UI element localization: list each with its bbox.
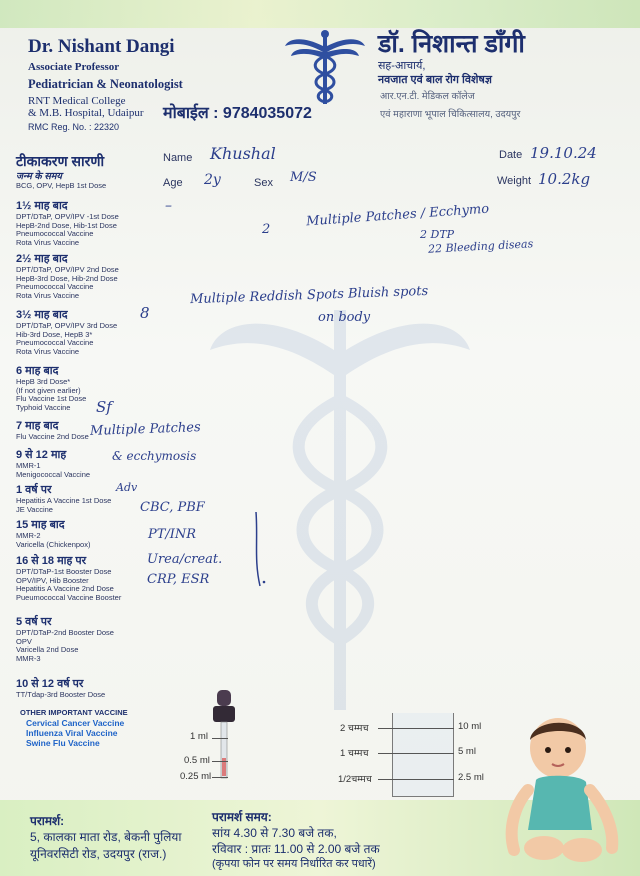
schedule-group [16, 307, 117, 356]
vaccine-item: Flu Vaccine 1st Dose [16, 394, 87, 404]
vaccine-item: TT/Tdap-3rd Booster Dose [16, 690, 106, 699]
doctor-title: Associate Professor [28, 61, 120, 73]
ml-mark: 5 ml [458, 746, 476, 757]
note-mark: 8 [140, 304, 150, 322]
vaccine-item: Typhoid Vaccine [16, 402, 71, 412]
note-line5: Multiple Patches [89, 420, 201, 439]
schedule-group-heading: 15 माह बाद [16, 519, 65, 531]
timing-line3: (कृपया फोन पर समय निर्धारित कर पधारें) [212, 858, 376, 870]
vaccine-item: OPV [16, 636, 32, 646]
dropper-mark: 0.5 ml [184, 755, 210, 766]
doctor-speciality: Pediatrician & Neonatologist [28, 77, 183, 91]
cup-level-line [378, 728, 454, 729]
note-dash: – [165, 198, 172, 214]
vaccine-item: DPT/DTaP, OPV/IPV -1st Dose [16, 212, 119, 221]
note-line4: on body [318, 310, 371, 325]
patient-name-value: Khushal [210, 144, 276, 163]
dropper-tick [212, 777, 228, 778]
vaccine-item: OPV/IPV, Hib Booster [16, 575, 89, 585]
ml-mark: 10 ml [458, 721, 482, 732]
other-vaccines-heading: OTHER IMPORTANT VACCINE [20, 708, 128, 717]
vaccine-item: Rota Virus Vaccine [16, 290, 80, 300]
timing-line2: रविवार : प्रातः 11.00 से 2.00 बजे तक [212, 842, 380, 856]
vaccine-item: Hepatitis A Vaccine 2nd Dose [16, 584, 114, 594]
weight-label: Weight [497, 175, 532, 187]
note-line6: & ecchymosis [112, 449, 197, 463]
schedule-group [16, 251, 119, 300]
vaccine-item: Pneumococcal Vaccine [16, 282, 94, 292]
note-mark: Sf [96, 398, 112, 416]
vaccine-item: Rota Virus Vaccine [16, 346, 80, 356]
vaccine-item: DPT/DTaP-1st Booster Dose [16, 567, 112, 576]
schedule-group [16, 418, 89, 442]
age-label: Age [163, 177, 183, 189]
dropper-mark: 1 ml [190, 731, 208, 742]
vaccine-item: DPT/DTaP, OPV/IPV 3rd Dose [16, 321, 118, 330]
weight-value: 10.2kg [538, 170, 591, 188]
timing-line1: सांय 4.30 से 7.30 बजे तक, [212, 826, 337, 840]
vaccine-item: Pneumococcal Vaccine [16, 338, 94, 348]
schedule-group [16, 676, 105, 700]
other-vaccines-list [26, 718, 124, 748]
hospital-hindi: एवं महाराणा भूपाल चिकित्सालय, उदयपुर [380, 109, 521, 120]
spoon-mark: 1/2चम्मच [338, 774, 372, 785]
schedule-group [16, 482, 111, 514]
date-value: 19.10.24 [530, 144, 597, 162]
other-vaccine-item: Swine Flu Vaccine [26, 738, 100, 748]
registration-number: RMC Reg. No. : 22320 [28, 122, 120, 132]
mobile-number: मोबाईल : 9784035072 [163, 105, 312, 122]
schedule-group [16, 553, 121, 602]
vaccine-item: MMR-3 [16, 653, 41, 663]
doctor-name: Dr. Nishant Dangi [28, 36, 175, 57]
schedule-group-heading: 1½ माह बाद [16, 200, 68, 212]
schedule-group-heading: 10 से 12 वर्ष पर [16, 678, 84, 690]
other-vaccine-item: Cervical Cancer Vaccine [26, 718, 125, 728]
date-label: Date [499, 149, 523, 161]
vaccine-item: Varicella 2nd Dose [16, 645, 79, 655]
vaccine-item: (If not given earlier) [16, 385, 81, 395]
address-label: परामर्श: [30, 814, 65, 828]
dropper-mark: 0.25 ml [180, 771, 212, 782]
cup-level-line [378, 753, 454, 754]
measuring-cup-icon [392, 713, 454, 797]
institution-line2: & M.B. Hospital, Udaipur [28, 107, 144, 119]
at-birth-heading: जन्म के समय [16, 171, 62, 182]
schedule-group-heading: 2½ माह बाद [16, 253, 68, 265]
schedule-group [16, 517, 90, 549]
cup-level-line [378, 779, 454, 780]
note-line9: Urea/creat. [147, 552, 223, 567]
timing-label: परामर्श समय: [212, 810, 272, 824]
doctor-speciality-hindi: नवजात एवं बाल रोग विशेषज्ञ [378, 74, 492, 86]
doctor-title-hindi: सह-आचार्य, [378, 60, 426, 72]
vaccine-item: MMR-2 [16, 531, 41, 540]
vaccine-item: JE Vaccine [16, 504, 53, 514]
vaccine-item: MMR-1 [16, 461, 41, 470]
college-hindi: आर.एन.टी. मेडिकल कॉलेज [380, 91, 475, 102]
schedule-group-heading: 7 माह बाद [16, 420, 59, 432]
schedule-group [16, 614, 114, 663]
vaccine-item: Hib-3rd Dose, HepB 3* [16, 329, 93, 339]
note-line2b: 22 Bleeding diseas [427, 237, 534, 256]
institution-line1: RNT Medical College [28, 95, 126, 107]
sex-label: Sex [254, 177, 273, 189]
vaccine-item: Varicella (Chickenpox) [16, 539, 91, 549]
schedule-group [16, 363, 86, 412]
spoon-mark: 1 चम्मच [340, 748, 369, 759]
schedule-group-heading: 9 से 12 माह [16, 449, 67, 461]
vaccine-item: Pueumococcal Vaccine Booster [16, 592, 122, 602]
age-value: 2y [204, 172, 221, 188]
sex-value: M/S [290, 170, 317, 185]
other-vaccine-item: Influenza Viral Vaccine [26, 728, 118, 738]
schedule-group [16, 198, 119, 247]
schedule-group [16, 447, 90, 479]
caduceus-logo-icon [283, 28, 367, 108]
top-decor-band [0, 0, 640, 28]
vaccine-item: Pneumococcal Vaccine [16, 229, 94, 239]
schedule-group-heading: 1 वर्ष पर [16, 484, 52, 496]
caduceus-watermark-icon [210, 290, 470, 710]
note-line2a: 2 DTP [420, 228, 455, 241]
dropper-icon [204, 688, 244, 783]
vaccine-item: DPT/DTaP, OPV/IPV 2nd Dose [16, 265, 119, 274]
vaccine-item: Menigococcal Vaccine [16, 469, 91, 479]
vaccine-item: Hepatitis A Vaccine 1st Dose [16, 496, 112, 505]
note-line10: CRP, ESR [147, 572, 210, 587]
schedule-title: टीकाकरण सारणी [16, 153, 105, 169]
note-line7: CBC, PBF [140, 500, 205, 515]
dropper-tick [212, 738, 228, 739]
dropper-tick [212, 761, 228, 762]
at-birth-vaccines: BCG, OPV, HepB 1st Dose [16, 181, 107, 190]
schedule-group-heading: 6 माह बाद [16, 365, 59, 377]
note-line8: PT/INR [148, 527, 197, 542]
note-line3: Multiple Reddish Spots Bluish spots [189, 283, 429, 308]
note-adv-label: Adv [116, 481, 138, 494]
schedule-group-heading: 16 से 18 माह पर [16, 555, 87, 567]
vaccine-item: HepB-3rd Dose, Hib-2nd Dose [16, 273, 118, 283]
handwritten-bracket-icon [250, 510, 270, 590]
name-label: Name [163, 152, 193, 164]
baby-illustration-icon [500, 710, 630, 870]
address-line1: 5, कालका माता रोड, बेकनी पुलिया [30, 830, 182, 844]
ml-mark: 2.5 ml [458, 772, 484, 783]
schedule-group-heading: 5 वर्ष पर [16, 616, 52, 628]
vaccine-item: DPT/DTaP-2nd Booster Dose [16, 628, 114, 637]
spoon-mark: 2 चम्मच [340, 723, 369, 734]
vaccine-item: HepB 3rd Dose* [16, 377, 71, 386]
doctor-name-hindi: डॉ. निशान्त डाँगी [378, 30, 525, 58]
vaccine-item: Flu Vaccine 2nd Dose [16, 432, 89, 441]
vaccine-item: Rota Virus Vaccine [16, 237, 80, 247]
schedule-group-heading: 3½ माह बाद [16, 309, 68, 321]
note-mark: 2 [262, 222, 271, 237]
address-line2: यूनिवरसिटी रोड, उदयपुर (राज.) [30, 847, 167, 861]
vaccine-item: HepB-2nd Dose, Hib-1st Dose [16, 220, 117, 230]
note-line1: Multiple Patches / Ecchymo [305, 201, 490, 230]
